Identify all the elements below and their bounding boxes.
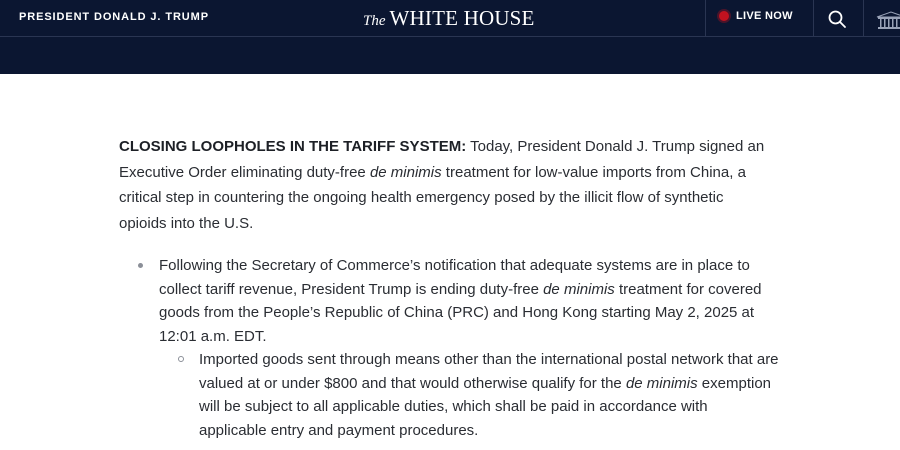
lead-text: treatment for low-value imports from China, a critical step in countering the ongoing health emergency posed by the illicit flow of synthetic opioids into the U.S. bbox=[119, 163, 746, 232]
live-now-label: LIVE NOW bbox=[736, 10, 793, 22]
nav-divider bbox=[863, 0, 864, 36]
search-icon bbox=[827, 9, 847, 29]
fact-list bbox=[119, 254, 779, 442]
sub-item-text: Imported goods sent through means other than the international postal network that are valued at or under $800 and that would otherwise qualify for the bbox=[199, 351, 779, 392]
live-now-button[interactable] bbox=[719, 10, 793, 22]
list-item bbox=[119, 254, 779, 442]
nav-divider bbox=[705, 0, 706, 36]
lead-text: Today, President Donald J. Trump signed an Executive Order eliminating duty-free bbox=[119, 138, 765, 181]
live-indicator-icon bbox=[719, 11, 729, 21]
top-nav-bar bbox=[0, 0, 900, 37]
white-house-menu-button[interactable] bbox=[876, 10, 900, 30]
site-header bbox=[0, 0, 900, 74]
white-house-logo[interactable] bbox=[363, 6, 535, 31]
white-house-building-icon bbox=[876, 10, 900, 30]
lead-heading: CLOSING LOOPHOLES IN THE TARIFF SYSTEM: bbox=[119, 138, 467, 155]
list-item-emphasis: de minimis bbox=[543, 280, 615, 298]
list-item-text: Following the Secretary of Commerce’s notification that adequate systems are in place to collect tariff revenue, President Trump is ending duty-free bbox=[159, 257, 750, 298]
lead-paragraph bbox=[119, 134, 774, 236]
site-name-link[interactable]: PRESIDENT DONALD J. TRUMP bbox=[19, 11, 209, 23]
sub-list-item bbox=[159, 348, 779, 442]
list-item-text: treatment for covered goods from the People’s Republic of China (PRC) and Hong Kong starting May 2, 2025 at 12:01 a.m. EDT. bbox=[159, 280, 762, 345]
lead-emphasis: de minimis bbox=[369, 163, 442, 181]
logo-the: The bbox=[363, 13, 386, 29]
sub-item-emphasis: de minimis bbox=[625, 374, 698, 392]
search-button[interactable] bbox=[827, 9, 847, 29]
logo-main: WHITE HOUSE bbox=[389, 6, 535, 30]
sub-list bbox=[159, 348, 779, 442]
nav-divider bbox=[813, 0, 814, 36]
sub-item-text: exemption will be subject to all applicable duties, which shall be paid in accordance with applicable entry and payment procedures. bbox=[199, 374, 772, 439]
